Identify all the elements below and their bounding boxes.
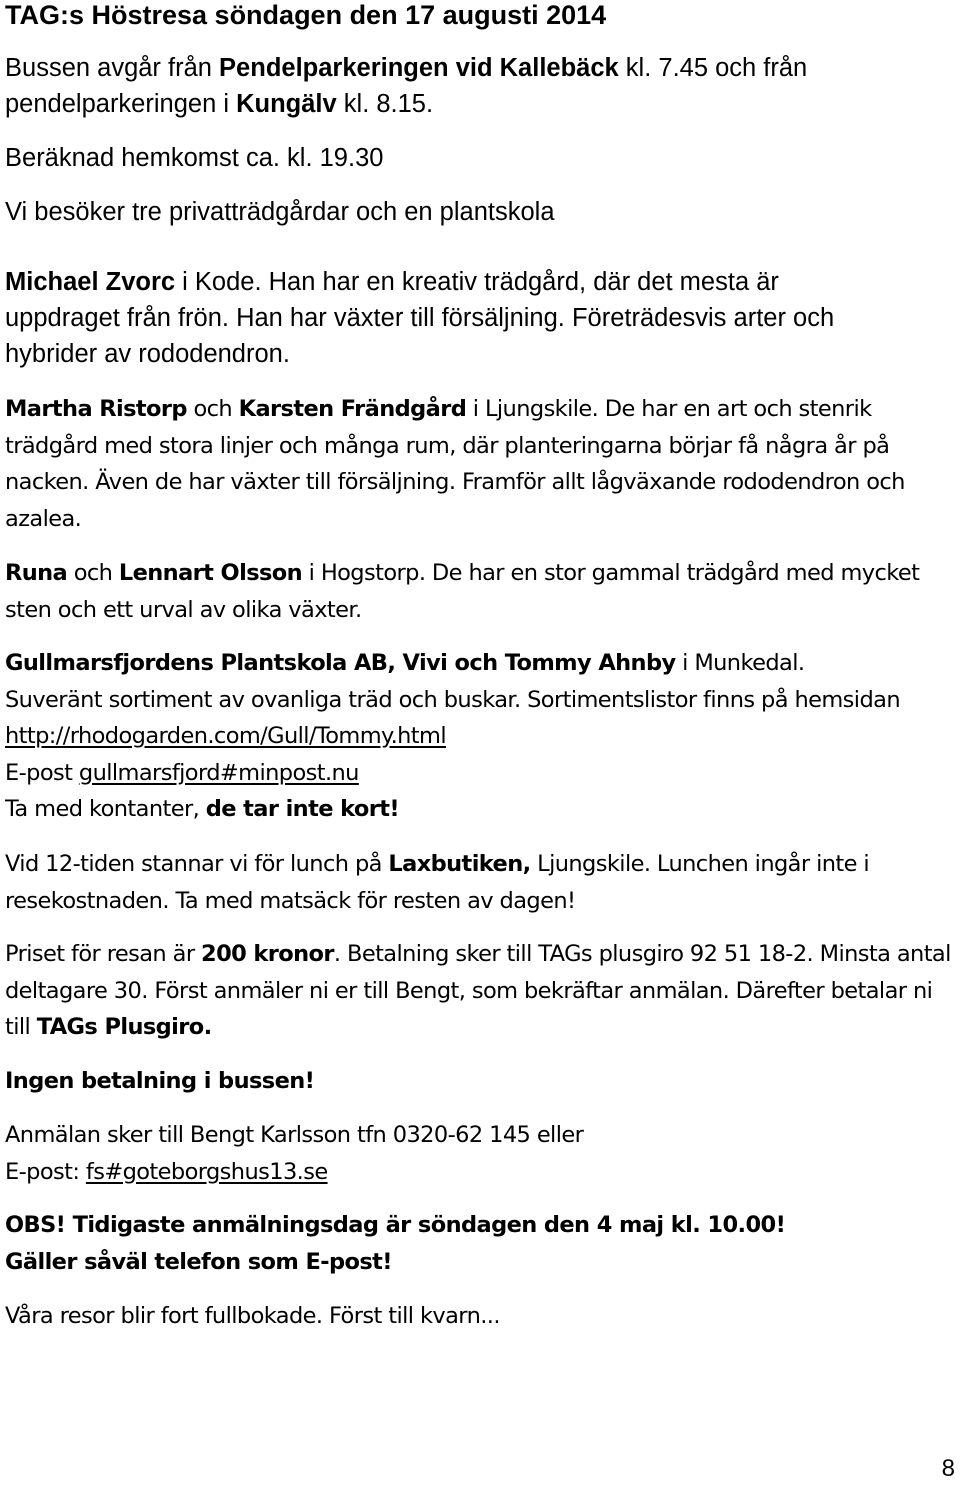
price-paragraph: Priset för resan är 200 kronor. Betalning sker till TAGs plusgiro 92 51 18-2. Minsta antal deltagare 30. Först anmäler ni er till Bengt, som bekräftar anmälan. Därefter betalar ni till TAGs Plusgiro. bbox=[5, 941, 951, 1040]
signup-contact: Anmälan sker till Bengt Karlsson tfn 0320-62 145 eller bbox=[5, 1122, 584, 1148]
nursery-description: Suveränt sortiment av ovanliga träd och buskar. Sortimentslistor finns på hemsidan http://rhodogarden.com/Gull/Tommy.html bbox=[5, 686, 900, 749]
page-number: 8 bbox=[941, 1455, 955, 1482]
departure-paragraph: Bussen avgår från Pendelparkeringen vid Kallebäck kl. 7.45 och från pendelparkeringen i Kungälv kl. 8.15. bbox=[5, 54, 808, 118]
obs-first-signup-date: OBS! Tidigaste anmälningsdag är söndagen den 4 maj kl. 10.00! bbox=[5, 1212, 786, 1238]
nursery-cash-note: Ta med kontanter, de tar inte kort! bbox=[5, 796, 400, 822]
nursery-no-card: de tar inte kort! bbox=[205, 796, 400, 822]
departure-place-kungalv: Kungälv bbox=[236, 90, 337, 118]
return-time: Beräknad hemkomst ca. kl. 19.30 bbox=[5, 144, 384, 172]
nursery-paragraph bbox=[5, 645, 955, 828]
obs-notice bbox=[5, 1207, 955, 1280]
nursery-website-link[interactable]: http://rhodogarden.com/Gull/Tommy.html bbox=[5, 723, 446, 749]
nursery-email-link[interactable]: gullmarsfjord#minpost.nu bbox=[78, 759, 359, 786]
price-plusgiro: TAGs Plusgiro. bbox=[36, 1014, 212, 1040]
departure-place-kalleback: Pendelparkeringen vid Kallebäck bbox=[219, 54, 619, 82]
signup-paragraph bbox=[5, 1117, 955, 1190]
garden3-name1: Runa bbox=[5, 560, 68, 586]
signup-email-line: E-post: fs#goteborgshus13.se bbox=[5, 1158, 328, 1185]
nursery-name: Gullmarsfjordens Plantskola AB, Vivi och Tommy Ahnby bbox=[5, 650, 676, 676]
page-title: TAG:s Höstresa söndagen den 17 augusti 2014 bbox=[5, 0, 607, 30]
garden2-name1: Martha Ristorp bbox=[5, 396, 187, 422]
garden2-name2: Karsten Frändgård bbox=[238, 396, 467, 422]
intro-text: Vi besöker tre privatträdgårdar och en plantskola bbox=[5, 198, 555, 226]
garden3-paragraph: Runa och Lennart Olsson i Hogstorp. De har en stor gammal trädgård med mycket sten och ett urval av olika växter. bbox=[5, 560, 920, 623]
garden2-paragraph: Martha Ristorp och Karsten Frändgård i Ljungskile. De har en art och stenrik trädgård med stora linjer och många rum, där planteringarna börjar få några år på nacken. Även de har växter till försäljning. Framför allt lågväxande rododendron och azalea. bbox=[5, 396, 905, 532]
nursery-heading-line: Gullmarsfjordens Plantskola AB, Vivi och Tommy Ahnby i Munkedal. bbox=[5, 650, 805, 676]
garden3-name2: Lennart Olsson bbox=[118, 560, 303, 586]
obs-applies-to: Gäller såväl telefon som E-post! bbox=[5, 1248, 392, 1275]
lunch-place: Laxbutiken, bbox=[388, 851, 531, 877]
no-payment-warning: Ingen betalning i bussen! bbox=[5, 1068, 315, 1094]
lunch-paragraph: Vid 12-tiden stannar vi för lunch på Laxbutiken, Ljungskile. Lunchen ingår inte i resekostnaden. Ta med matsäck för resten av dagen! bbox=[5, 851, 870, 914]
price-amount: 200 kronor bbox=[201, 941, 334, 967]
closing-text: Våra resor blir fort fullbokade. Först till kvarn... bbox=[5, 1303, 500, 1329]
garden1-name: Michael Zvorc bbox=[5, 268, 176, 296]
nursery-email-line: E-post gullmarsfjord#minpost.nu bbox=[5, 759, 359, 786]
garden1-paragraph: Michael Zvorc i Kode. Han har en kreativ trädgård, där det mesta är uppdraget från frön. Han har växter till försäljning. Företrädesvis arter och hybrider av rododendron. bbox=[5, 268, 835, 368]
signup-email-link[interactable]: fs#goteborgshus13.se bbox=[85, 1158, 328, 1185]
